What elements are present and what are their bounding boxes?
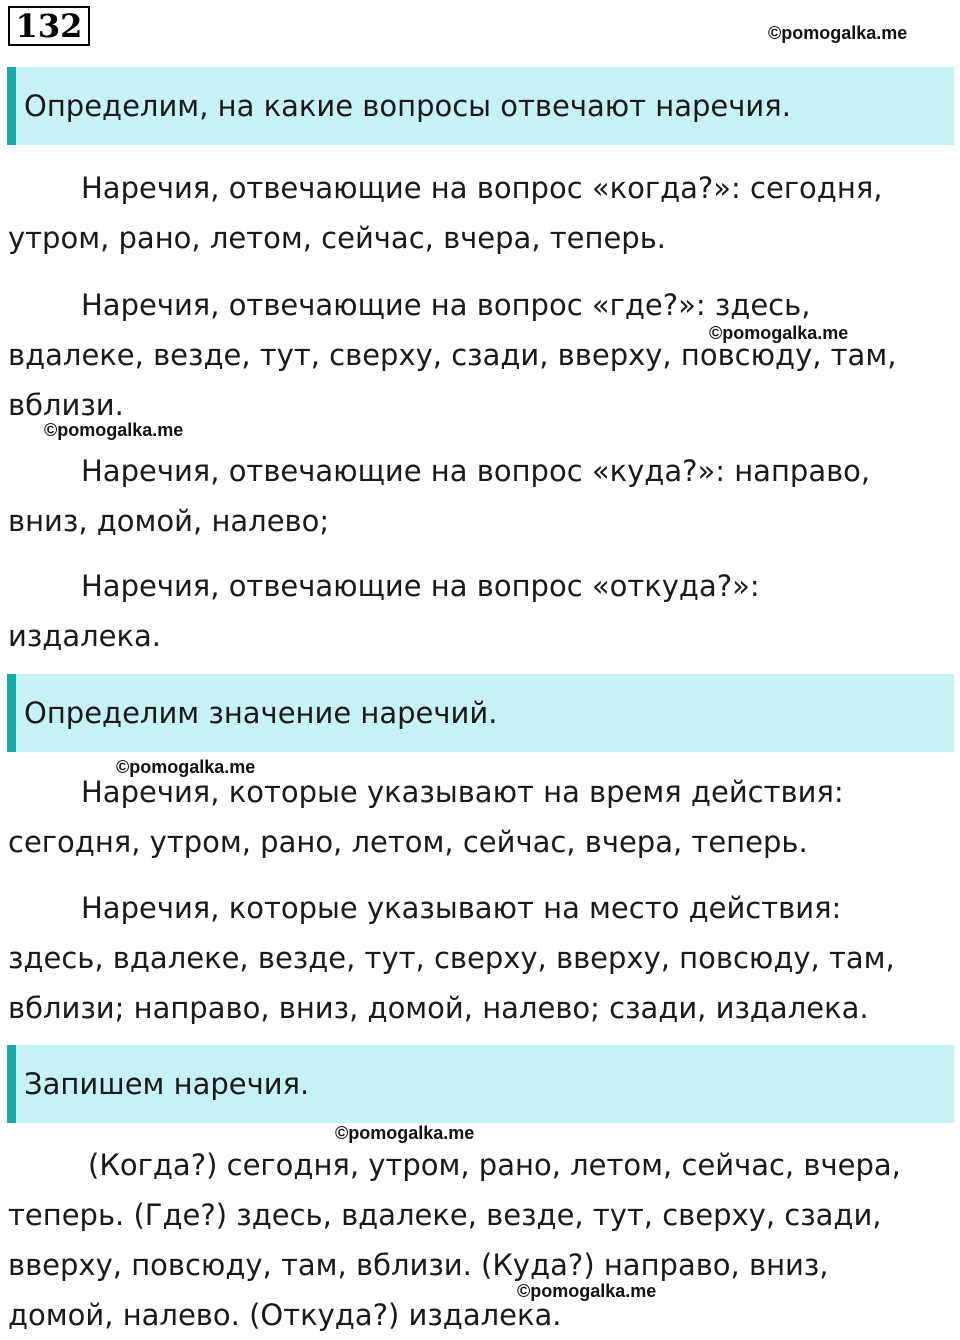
paragraph-line: (Когда?) сегодня, утром, рано, летом, сейчас, вчера, — [88, 1148, 901, 1182]
paragraph-line: утром, рано, летом, сейчас, вчера, теперь. — [8, 221, 667, 255]
paragraph-line: Наречия, которые указывают на время действия: — [81, 775, 844, 809]
paragraph-line: сегодня, утром, рано, летом, сейчас, вчера, теперь. — [8, 825, 808, 859]
paragraph-line: Наречия, отвечающие на вопрос «откуда?»: — [81, 569, 760, 603]
section-heading-questions — [7, 67, 954, 145]
paragraph-line: вниз, домой, налево; — [8, 504, 330, 538]
paragraph-line: Наречия, отвечающие на вопрос «где?»: здесь, — [81, 288, 811, 322]
paragraph-line: теперь. (Где?) здесь, вдалеке, везде, тут, сверху, сзади, — [8, 1198, 882, 1232]
paragraph-wherefrom — [8, 561, 953, 661]
watermark: ©pomogalka.me — [116, 757, 256, 777]
paragraph-line: вдалеке, везде, тут, сверху, сзади, вверху, повсюду, там, — [8, 338, 897, 372]
watermark: ©pomogalka.me — [517, 1281, 657, 1301]
paragraph-line: вблизи. — [8, 388, 124, 422]
section-heading-write — [7, 1045, 954, 1123]
paragraph-where — [8, 280, 953, 430]
watermark: ©pomogalka.me — [768, 23, 908, 43]
paragraph-answer — [8, 1140, 953, 1340]
paragraph-line: издалека. — [8, 619, 161, 653]
section-heading-text: Определим, на какие вопросы отвечают наречия. — [24, 89, 791, 123]
watermark: ©pomogalka.me — [44, 420, 184, 440]
paragraph-when — [8, 163, 953, 263]
section-heading-text: Запишем наречия. — [24, 1067, 310, 1101]
paragraph-place — [8, 883, 953, 1033]
watermark: ©pomogalka.me — [335, 1123, 475, 1143]
paragraph-line: Наречия, отвечающие на вопрос «куда?»: направо, — [81, 454, 871, 488]
paragraph-line: Наречия, которые указывают на место действия: — [81, 891, 842, 925]
paragraph-line: здесь, вдалеке, везде, тут, сверху, вверху, повсюду, там, — [8, 941, 895, 975]
section-heading-text: Определим значение наречий. — [24, 696, 498, 730]
paragraph-line: вверху, повсюду, там, вблизи. (Куда?) направо, вниз, — [8, 1248, 829, 1282]
paragraph-line: домой, налево. (Откуда?) издалека. — [8, 1298, 562, 1332]
watermark: ©pomogalka.me — [709, 323, 849, 343]
paragraph-line: вблизи; направо, вниз, домой, налево; сзади, издалека. — [8, 991, 869, 1025]
task-number: 132 — [8, 6, 90, 46]
paragraph-whereto — [8, 446, 953, 546]
paragraph-line: Наречия, отвечающие на вопрос «когда?»: сегодня, — [81, 171, 883, 205]
section-heading-meaning — [7, 674, 954, 752]
paragraph-time — [8, 767, 953, 867]
